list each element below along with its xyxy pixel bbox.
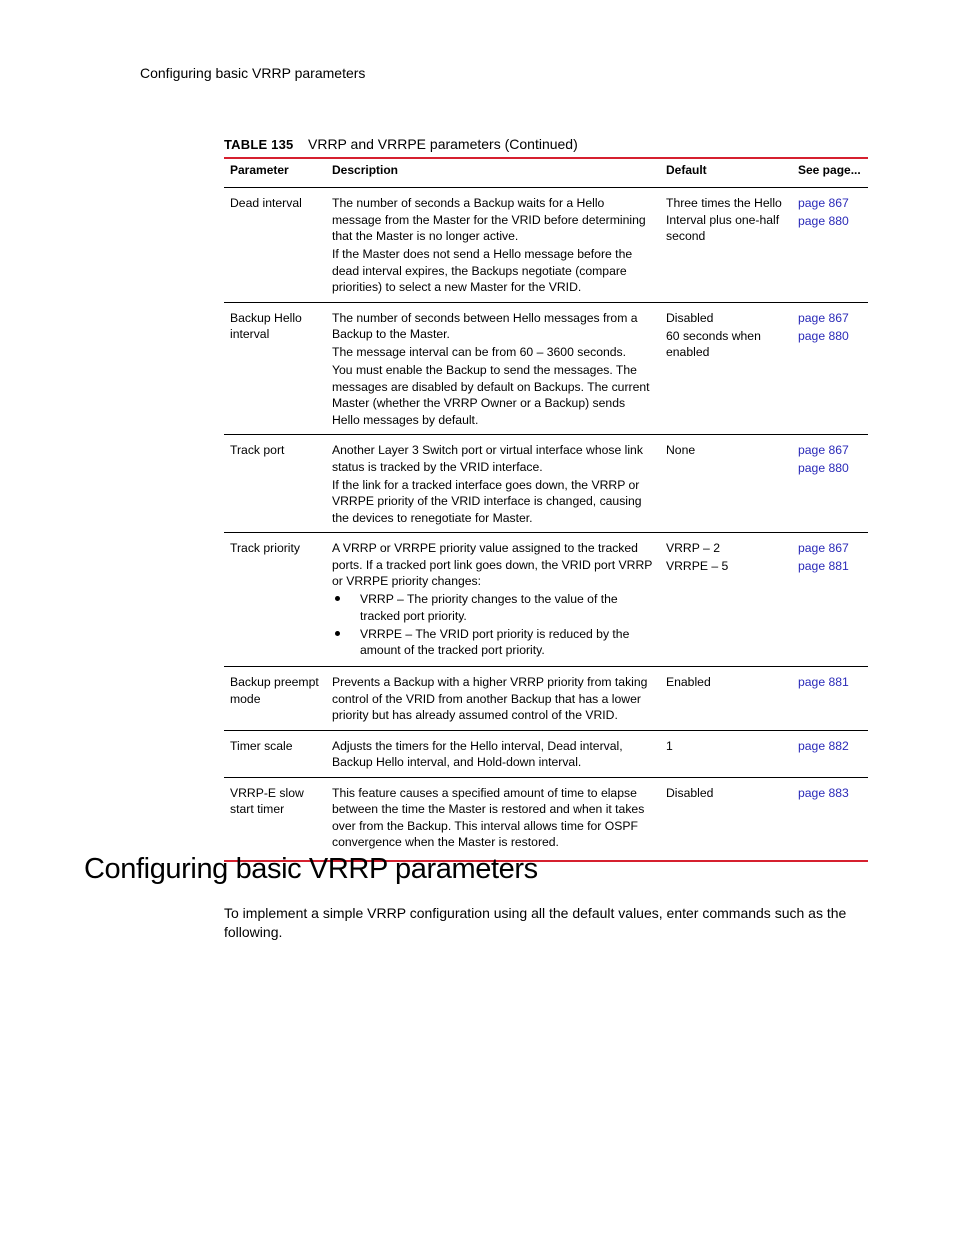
- table-row: [224, 730, 868, 777]
- description-cell: [326, 730, 660, 777]
- bullet-text: VRRPE – The VRID port priority is reduced by the amount of the tracked port priority.: [360, 626, 630, 657]
- see-page-cell: [792, 533, 868, 667]
- bullet-icon: [335, 596, 340, 601]
- column-header-see-page: See page...: [792, 159, 868, 188]
- description-paragraph: This feature causes a specified amount of time to elapse between the time the Master is restored and when it takes over from the Backup. This interval allows time for OSPF convergence when the Master is restored.: [332, 785, 645, 849]
- description-paragraph: If the link for a tracked interface goes down, the VRRP or VRRPE priority of the VRID interface is changed, causing the devices to renegotiate for Master.: [332, 477, 642, 525]
- default-cell: [660, 730, 792, 777]
- parameter-cell: VRRP-E slow start timer: [230, 785, 304, 816]
- section-title: Configuring basic VRRP parameters: [84, 853, 538, 885]
- default-value: 60 seconds when enabled: [666, 328, 761, 359]
- page-link[interactable]: page 867: [798, 443, 849, 457]
- parameters-table: [224, 159, 868, 860]
- description-paragraph: The number of seconds between Hello messages from a Backup to the Master.: [332, 310, 638, 341]
- bullet-text: VRRP – The priority changes to the value of the tracked port priority.: [360, 592, 618, 623]
- section-body: To implement a simple VRRP configuration using all the default values, enter commands such as the following.: [224, 905, 847, 940]
- bullet-list: [332, 591, 654, 659]
- column-header-default: Default: [660, 159, 792, 188]
- default-cell: [660, 302, 792, 435]
- table-row: [224, 777, 868, 860]
- see-page-cell: [792, 667, 868, 731]
- table-row: [224, 302, 868, 435]
- table-row: [224, 533, 868, 667]
- bullet-item: [332, 626, 654, 659]
- parameter-cell: Dead interval: [224, 188, 326, 303]
- see-page-cell: [792, 730, 868, 777]
- description-paragraph: The number of seconds a Backup waits for a Hello message from the Master for the VRID before determining that the Master is no longer active.: [332, 196, 646, 243]
- description-paragraph: Another Layer 3 Switch port or virtual interface whose link status is tracked by the VRID interface.: [332, 443, 643, 474]
- description-cell: [326, 302, 660, 435]
- column-header-description: Description: [326, 159, 660, 188]
- default-value: Disabled: [666, 785, 714, 800]
- default-cell: [660, 533, 792, 667]
- page-link[interactable]: page 881: [798, 675, 849, 689]
- page-link[interactable]: page 883: [798, 785, 849, 800]
- description-cell: [326, 777, 660, 860]
- table-caption: [224, 136, 868, 152]
- page-link[interactable]: page 867: [798, 196, 849, 210]
- bullet-item: [332, 591, 654, 624]
- parameter-cell: Timer scale: [224, 730, 326, 777]
- parameter-cell: Track priority: [224, 533, 326, 667]
- default-value: VRRP – 2: [666, 541, 720, 555]
- default-value: 1: [666, 738, 673, 753]
- default-value: Disabled: [666, 310, 714, 325]
- description-paragraph: Prevents a Backup with a higher VRRP priority from taking control of the VRID from another Backup that has a lower priority but has already assumed control of the VRID.: [332, 675, 648, 722]
- see-page-cell: [792, 188, 868, 303]
- parameter-cell: Backup Hello interval: [224, 302, 326, 435]
- table-row: [224, 188, 868, 303]
- running-header: Configuring basic VRRP parameters: [140, 65, 366, 81]
- table-row: [224, 667, 868, 731]
- description-paragraph: The message interval can be from 60 – 3600 seconds.: [332, 345, 627, 359]
- page-link[interactable]: page 880: [798, 461, 849, 475]
- description-cell: [326, 667, 660, 731]
- bullet-icon: [335, 631, 340, 636]
- table-number: TABLE 135: [224, 137, 294, 152]
- default-value: None: [666, 443, 696, 457]
- description-paragraph: Adjusts the timers for the Hello interval, Dead interval, Backup Hello interval, and Hold-down interval.: [332, 738, 623, 769]
- default-cell: [660, 667, 792, 731]
- table-header-row: [224, 159, 868, 188]
- table-title: VRRP and VRRPE parameters (Continued): [308, 136, 578, 152]
- description-paragraph: A VRRP or VRRPE priority value assigned to the tracked ports. If a tracked port link goes down, the VRID port VRRP or VRRPE priority changes:: [332, 541, 653, 588]
- parameter-cell: Track port: [224, 435, 326, 533]
- default-cell: [660, 435, 792, 533]
- default-cell: [660, 777, 792, 860]
- table-row: [224, 435, 868, 533]
- description-cell: [326, 188, 660, 303]
- page-link[interactable]: page 867: [798, 541, 849, 555]
- see-page-cell: [792, 302, 868, 435]
- page-link[interactable]: page 867: [798, 310, 849, 325]
- page-link[interactable]: page 880: [798, 328, 849, 343]
- page-link[interactable]: page 882: [798, 738, 849, 753]
- description-paragraph: If the Master does not send a Hello message before the dead interval expires, the Backups negotiate (compare priorities) to select a new Master for the VRID.: [332, 247, 633, 294]
- page-link[interactable]: page 881: [798, 559, 849, 573]
- see-page-cell: [792, 777, 868, 860]
- default-cell: [660, 188, 792, 303]
- default-value: Three times the Hello Interval plus one-half second: [666, 196, 782, 243]
- description-cell: [326, 533, 660, 667]
- default-value: VRRPE – 5: [666, 559, 729, 573]
- description-paragraph: You must enable the Backup to send the messages. The messages are disabled by default on Backups. The current Master (whether the VRRP Owner or a Backup) sends Hello messages by default.: [332, 363, 650, 427]
- description-cell: [326, 435, 660, 533]
- see-page-cell: [792, 435, 868, 533]
- page-link[interactable]: page 880: [798, 214, 849, 228]
- parameters-table-wrap: [224, 157, 868, 862]
- default-value: Enabled: [666, 675, 711, 689]
- column-header-parameter: Parameter: [224, 159, 326, 188]
- parameter-cell: Backup preempt mode: [224, 667, 326, 731]
